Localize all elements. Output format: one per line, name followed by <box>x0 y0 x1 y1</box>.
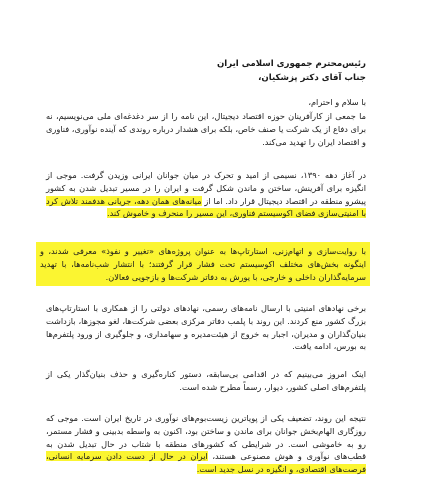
paragraph-3: برخی نهادهای امنیتی با ارسال نامه‌های رسمی، نهادهای دولتی را از همکاری با استارتاپ‌های بزرگ کشور منع کردند. این روند با پلمب دفاتر مرکزی بعضی شرکت‌ها، لغو مجوزها، بازداشت بنیان‌گذاران و مدیران، اجبار به خروج از هیئت‌مدیره و سهامداری، و جلوگیری از ورود پلتفرم‌ها به بورس، ادامه یافت. <box>46 303 366 352</box>
paragraph-1-text: در آغاز دهه ۱۳۹۰، نسیمی از امید و تحرک در میان جوانان ایرانی وزیدن گرفت. موجی از انگیزه برای آفرینش، ساختن و ماندن شکل گرفت و ایران را در مسیر تبدیل شدن به کشور پیشرو منطقه در اقتصاد دیجیتال قرار داد. اما از <box>46 170 366 206</box>
paragraph-1 <box>46 169 366 220</box>
paragraph-1-highlight: میانه‌های همان دهه، جریانی هدفمند تلاش کرد با امنیتی‌سازی فضای اکوسیستم فناوری، این مسیر را منحرف و خاموش کند. <box>46 195 366 219</box>
paragraph-2-highlighted: با روایت‌سازی و اتهام‌زنی، استارتاپ‌ها به عنوان پروژه‌های «تغییر و نفوذ» معرفی شدند، و اینگونه بخش‌های مختلف اکوسیستم تحت فشار قرار گرفتند؛ با انتشار شب‌نامه‌ها، با تهدید سرمایه‌گذاران داخلی و خارجی، با یورش به دفاتر شرکت‌ها و بازجویی فعالان. <box>36 242 370 286</box>
greeting: با سلام و احترام، <box>308 97 366 107</box>
recipient-title: رئیس‌محترم جمهوری اسلامی ایران <box>216 59 366 69</box>
paragraph-5 <box>46 412 366 476</box>
paragraph-4: اینک امروز می‌بینیم که در اقدامی بی‌سابقه، دستور کناره‌گیری و حذف بنیان‌گذار یکی از پلتفرم‌های اصلی کشور، دیوار، رسماً مطرح شده است. <box>46 369 366 392</box>
recipient-address <box>46 57 366 85</box>
paragraph-5-text: نتیجه این روند، تضعیف یکی از پویاترین زیست‌بوم‌های نوآوری در تاریخ ایران است. موجی که روزگاری الهام‌بخش جوانان برای ماندن و ساختن بود، اکنون به واسطه بدبینی و فشار مستمر، رو به خاموشی است. در شرایطی که کشورهای منطقه با شتاب در حال تبدیل شدن به قطب‌های نوآوری و هوش مصنوعی هستند، <box>46 413 366 462</box>
paragraph-5-highlight: ایران در حال از دست دادن سرمایه انسانی، فرصت‌های اقتصادی، و انگیزه در نسل جدید است. <box>46 451 366 475</box>
recipient-name: جناب آقای دکتر پزشکیان، <box>258 73 366 83</box>
intro-paragraph: ما جمعی از کارآفرینان حوزه اقتصاد دیجیتال، این نامه را از سر دغدغه‌ای ملی می‌نویسیم، نه برای دفاع از یک شرکت یا صنف خاص، بلکه برای هشدار درباره روندی که آینده نوآوری، فناوری و اقتصاد ایران را تهدید می‌کند. <box>46 111 366 147</box>
